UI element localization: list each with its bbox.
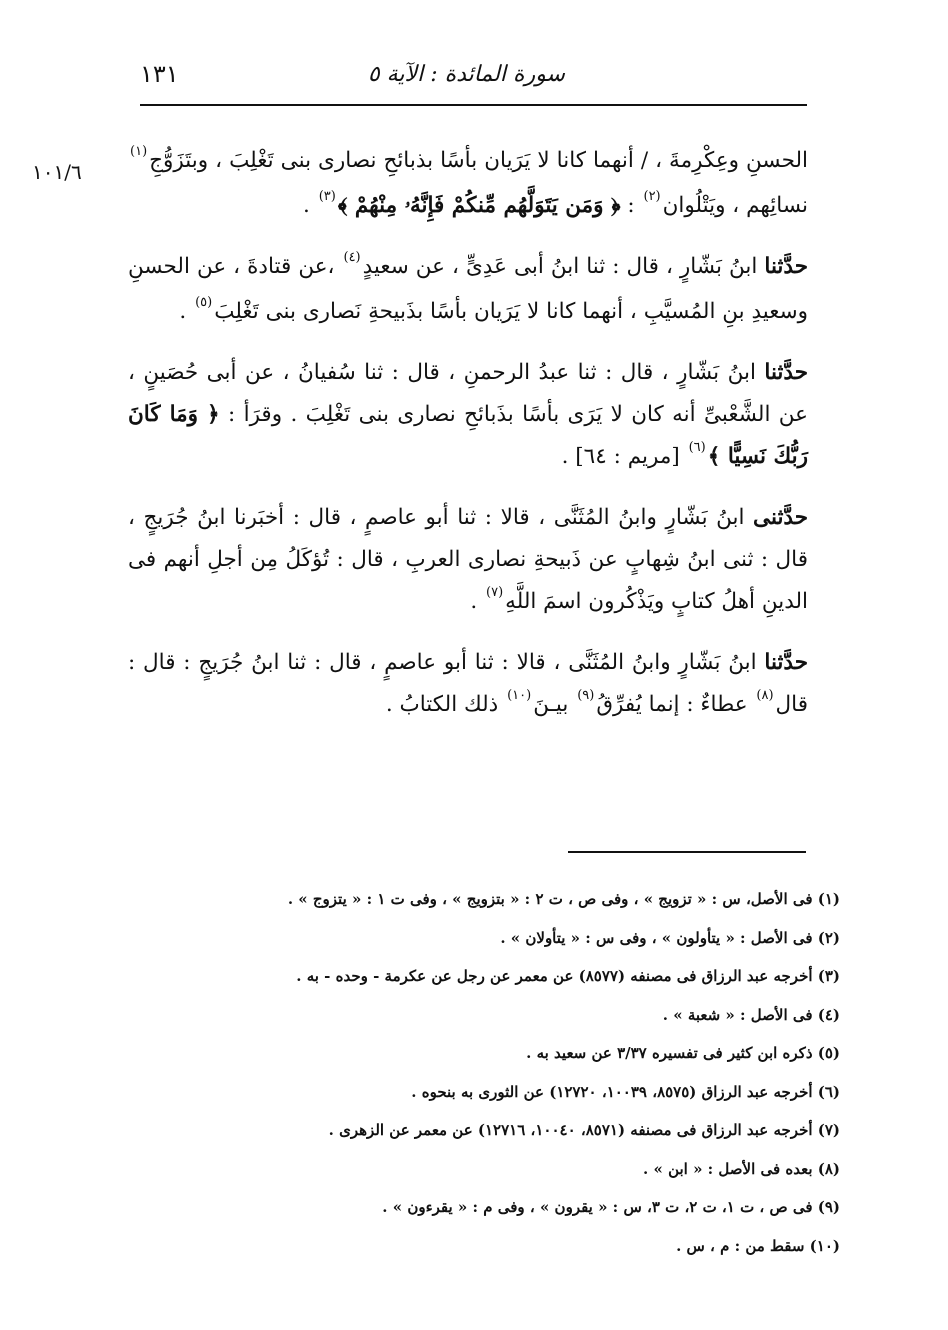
paragraph (128, 246, 808, 336)
footnote-marker: (٧) (486, 585, 504, 600)
text-run: ابنُ بَشّارٍ وابنُ المُثَنَّى ، قالا : ثنا أبو عاصمٍ ، قال : أخبَرنا ابنُ جُرَيجٍ ، قال : ثنى ابنُ شِهابٍ عن ذَبيحةِ نصارى العربِ ، قال : تُؤكَلُ مِن أجلِ أنهم فى الدينِ أهلُ كتابٍ ويَذْكُرون اسمَ اللَّهِ (128, 505, 808, 614)
footnote: (١) فى الأصل، س : « تزويج » ، وفى ص ، ت ٢ : « بتزويج » ، وفى ت ١ : « يتزوج » . (287, 890, 840, 908)
paragraph (128, 642, 808, 729)
text-run: . (179, 299, 194, 324)
surah-title: سورة المائدة : الآية ٥ (367, 62, 565, 87)
footnote: (٤) فى الأصل : « شعبة » . (662, 1005, 840, 1024)
footnote-marker: (١٠) (507, 688, 532, 703)
text-run: ابنُ بَشّارٍ ، قال : ثنا ابنُ أبى عَدِىٍّ ، عن سعيدٍ (362, 254, 765, 279)
quran-verse: ﴿ وَمَن يَتَوَلَّهُم مِّنكُمْ فَإِنَّهُۥ مِنْهُمْ ﴾ (337, 193, 621, 218)
footnote-marker: (١) (130, 144, 148, 159)
isnad-lead: حدَّثنا (764, 254, 808, 279)
footnote-rule (568, 851, 806, 853)
text-run: : (620, 193, 642, 218)
text-run: نسائِهم ، ويَتْلُوان (662, 193, 808, 218)
text-run: ،عن قتادةَ ، عن الحسنِ وسعيدِ بنِ المُسيَّبِ ، أنهما كانا لا يَرَيان بأسًا بذَبيحةِ نَصارى بنى تَغْلِبَ (128, 254, 808, 324)
footnote-marker: (٢) (643, 189, 661, 204)
footnote-marker: (٤) (343, 250, 361, 265)
footnote: (٧) أخرجه عبد الرزاق فى مصنفه (٨٥٧١، ١٠٠٤٠، ١٢٧١٦) عن معمر عن الزهرى . (328, 1121, 840, 1139)
footnote: (٩) فى ص ، ت ١، ت ٢، ت ٣، س : « يقرون » ، وفى م : « يقرءون » . (382, 1198, 840, 1216)
paragraph (128, 140, 808, 230)
text-run: . (303, 193, 317, 218)
footnote: (٢) فى الأصل : « يتأولون » ، وفى س : « يتأولان » . (500, 928, 840, 947)
text-run: الحسنِ وعِكْرِمةَ ، / أنهما كانا لا يَرَيان بأسًا بذبائحِ نصارى بنى تَغْلِبَ ، وبتَزَوُّجِ (149, 148, 808, 173)
isnad-lead: حدَّثنا (764, 650, 808, 675)
paragraph (128, 352, 808, 481)
text-run: عطاءٌ : إنما يُفرِّقُ (596, 692, 755, 717)
text-run: [مريم : ٦٤] . (561, 444, 687, 469)
footnote-marker: (٦) (688, 440, 706, 455)
text-run: بيـنَ (533, 692, 576, 717)
main-text (128, 140, 808, 745)
margin-reference: ١٠١/٦ (32, 160, 82, 184)
quran-verse: ﴿ وَمَا كَانَ رَبُّكَ نَسِيًّا ﴾ (128, 402, 808, 469)
footnote: (٦) أخرجه عبد الرزاق (٨٥٧٥، ١٠٠٣٩، ١٢٧٢٠) عن الثورى به بنحوه . (411, 1082, 840, 1101)
header-rule (140, 104, 807, 106)
footnote: (٥) ذكره ابن كثير فى تفسيره ٣/٣٧ عن سعيد به . (526, 1044, 840, 1062)
footnote-marker: (٣) (318, 189, 336, 204)
running-header (140, 58, 805, 98)
text-run: ذلك الكتابُ . (385, 692, 506, 717)
footnote: (٨) بعده فى الأصل : « ابن » . (643, 1159, 840, 1178)
text-run: ابنُ بَشّارٍ وابنُ المُثَنَّى ، قالا : ثنا أبو عاصمٍ ، قال : ثنا ابنُ جُرَيجٍ : قال : قال (128, 650, 808, 717)
footnote-marker: (٩) (577, 688, 595, 703)
footnotes (180, 880, 840, 1265)
footnote-marker: (٨) (756, 688, 774, 703)
footnote-marker: (٥) (195, 295, 213, 310)
isnad-lead: حدَّثنى (753, 505, 808, 530)
page-number: ١٣١ (140, 60, 179, 88)
isnad-lead: حدَّثنا (764, 360, 808, 385)
text-run: ابنُ بَشّارٍ ، قال : ثنا عبدُ الرحمنِ ، قال : ثنا سُفيانُ ، عن أبى حُصَينٍ ، عن الشَّعْبىِّ أنه كان لا يَرَى بأسًا بذَبائحِ نصارى بنى تَغْلِبَ . وقرَأ : (128, 360, 809, 427)
footnote: (١٠) سقط من : م ، س . (676, 1236, 840, 1255)
footnote: (٣) أخرجه عبد الرزاق فى مصنفه (٨٥٧٧) عن معمر عن رجل عن عكرمة - وحده - به . (296, 967, 840, 985)
text-run: . (470, 589, 485, 614)
paragraph (128, 497, 808, 626)
